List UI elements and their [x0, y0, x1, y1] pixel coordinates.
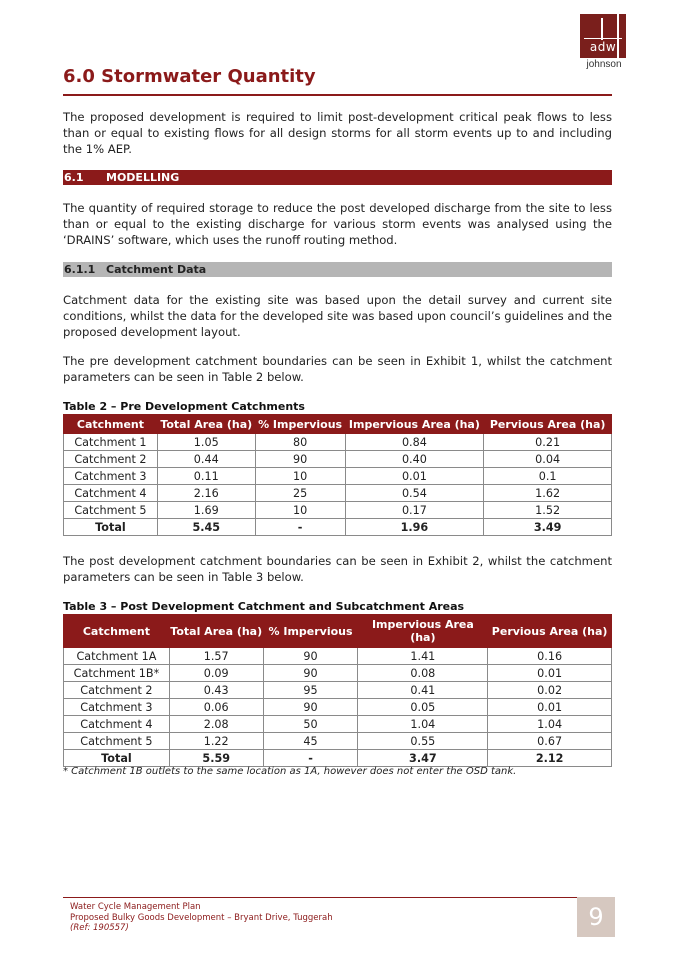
table-cell: 3.49 [484, 519, 612, 536]
table-cell: 2.16 [157, 485, 255, 502]
catchment-paragraph-1: Catchment data for the existing site was based upon the detail survey and current site conditions, whilst the data for the developed site was based upon council’s guidelines and the proposed development layout. [63, 293, 612, 339]
table-cell: 90 [263, 699, 358, 716]
catchment-paragraph-2: The pre development catchment boundaries can be seen in Exhibit 1, whilst the catchment parameters can be seen in Table 2 below. [63, 354, 612, 384]
footer-document-title: Water Cycle Management Plan [70, 902, 201, 912]
table-cell: - [255, 519, 345, 536]
table3-header: % Impervious [263, 615, 358, 648]
table-cell: 0.54 [345, 485, 484, 502]
table-cell: 95 [263, 682, 358, 699]
subsection-number: 6.1.1 [64, 263, 96, 276]
table-cell: Catchment 1A [64, 648, 170, 665]
table-cell: 1.05 [157, 434, 255, 451]
table-cell: 80 [255, 434, 345, 451]
modelling-paragraph: The quantity of required storage to reduce the post developed discharge from the site to less than or equal to the existing discharge for various storm events was analysed using the ‘DRAINS’ software, which uses the runoff routing method. [63, 201, 612, 247]
table-cell: 90 [263, 665, 358, 682]
table-cell: 0.01 [488, 665, 612, 682]
table-post-development [63, 614, 612, 767]
footer-project-name: Proposed Bulky Goods Development – Bryant Drive, Tuggerah [70, 912, 333, 923]
table-cell: 1.22 [169, 733, 263, 750]
footer-divider [63, 897, 612, 898]
table-cell: 25 [255, 485, 345, 502]
table-cell: 0.08 [358, 665, 488, 682]
section-label: MODELLING [106, 171, 180, 184]
table-cell: Total [64, 750, 170, 767]
table-cell: 1.62 [484, 485, 612, 502]
table2-header: Impervious Area (ha) [345, 415, 484, 434]
table3-header: Pervious Area (ha) [488, 615, 612, 648]
table-cell: 2.08 [169, 716, 263, 733]
subsection-label: Catchment Data [106, 263, 207, 276]
table-cell: 1.04 [358, 716, 488, 733]
table3-header: Catchment [64, 615, 170, 648]
table-cell: 0.41 [358, 682, 488, 699]
table-cell: 1.96 [345, 519, 484, 536]
table-cell: Catchment 3 [64, 699, 170, 716]
table-cell: 1.04 [488, 716, 612, 733]
table-cell: Catchment 4 [64, 485, 158, 502]
table-cell: Catchment 5 [64, 733, 170, 750]
table-cell: 1.52 [484, 502, 612, 519]
table-cell: 0.09 [169, 665, 263, 682]
table-cell: 0.05 [358, 699, 488, 716]
table-cell: 0.01 [345, 468, 484, 485]
table-pre-development [63, 414, 612, 536]
section-heading-modelling [63, 170, 612, 185]
table-cell: 0.21 [484, 434, 612, 451]
table-cell: Catchment 4 [64, 716, 170, 733]
table3-caption: Table 3 – Post Development Catchment and Subcatchment Areas [63, 600, 465, 613]
table-total-row [64, 750, 612, 767]
table-row [64, 451, 612, 468]
table-cell: 2.12 [488, 750, 612, 767]
page-number: 9 [577, 897, 615, 937]
table-cell: Catchment 1B* [64, 665, 170, 682]
table-cell: 0.02 [488, 682, 612, 699]
table-cell: 0.04 [484, 451, 612, 468]
table2-header: Pervious Area (ha) [484, 415, 612, 434]
table-cell: Catchment 5 [64, 502, 158, 519]
table-row [64, 485, 612, 502]
table-cell: 0.43 [169, 682, 263, 699]
table-row [64, 716, 612, 733]
table-row [64, 648, 612, 665]
table2-caption: Table 2 – Pre Development Catchments [63, 400, 305, 413]
table-cell: Catchment 2 [64, 682, 170, 699]
table-cell: 3.47 [358, 750, 488, 767]
table-cell: 10 [255, 468, 345, 485]
table-row [64, 699, 612, 716]
table-cell: 5.59 [169, 750, 263, 767]
table-cell: 0.55 [358, 733, 488, 750]
footer [70, 902, 333, 934]
table-cell: 90 [263, 648, 358, 665]
table2-header: Catchment [64, 415, 158, 434]
table-cell: 0.84 [345, 434, 484, 451]
table3-footnote: * Catchment 1B outlets to the same location as 1A, however does not enter the OSD tank. [63, 766, 517, 777]
table-cell: 0.40 [345, 451, 484, 468]
logo-johnson-text: johnson [586, 59, 622, 70]
intro-paragraph: The proposed development is required to limit post-development critical peak flows to less than or equal to existing flows for all design storms for all storm events up to and including the 1% AEP. [63, 110, 612, 156]
table-total-row [64, 519, 612, 536]
table-cell: 0.06 [169, 699, 263, 716]
logo-adw-text: adw [589, 40, 617, 54]
table-row [64, 665, 612, 682]
company-logo [580, 14, 628, 72]
post-development-paragraph: The post development catchment boundaries can be seen in Exhibit 2, whilst the catchment parameters can be seen in Table 3 below. [63, 554, 612, 584]
table-row [64, 468, 612, 485]
table-cell: Catchment 1 [64, 434, 158, 451]
table-row [64, 434, 612, 451]
table-cell: 0.16 [488, 648, 612, 665]
table-cell: 0.44 [157, 451, 255, 468]
section-number: 6.1 [64, 171, 84, 184]
table-cell: 0.67 [488, 733, 612, 750]
table-cell: Catchment 3 [64, 468, 158, 485]
table-cell: 1.41 [358, 648, 488, 665]
table-row [64, 733, 612, 750]
footer-reference: (Ref: 190557) [70, 923, 129, 933]
table-cell: 0.1 [484, 468, 612, 485]
title-divider [63, 94, 612, 96]
table-row [64, 502, 612, 519]
table2-header: Total Area (ha) [157, 415, 255, 434]
table-cell: 90 [255, 451, 345, 468]
table-cell: 10 [255, 502, 345, 519]
table-cell: Catchment 2 [64, 451, 158, 468]
subsection-heading-catchment-data [63, 262, 612, 277]
logo-mark [580, 14, 626, 58]
table-cell: 5.45 [157, 519, 255, 536]
page-title: 6.0 Stormwater Quantity [63, 66, 316, 87]
table-row [64, 682, 612, 699]
table-cell: 1.69 [157, 502, 255, 519]
table3-header: Impervious Area (ha) [358, 615, 488, 648]
table-cell: 0.01 [488, 699, 612, 716]
table3-header: Total Area (ha) [169, 615, 263, 648]
table-cell: 0.17 [345, 502, 484, 519]
table-cell: 1.57 [169, 648, 263, 665]
table2-header: % Impervious [255, 415, 345, 434]
table-cell: 45 [263, 733, 358, 750]
table-cell: 50 [263, 716, 358, 733]
table-cell: Total [64, 519, 158, 536]
table-cell: - [263, 750, 358, 767]
table-cell: 0.11 [157, 468, 255, 485]
